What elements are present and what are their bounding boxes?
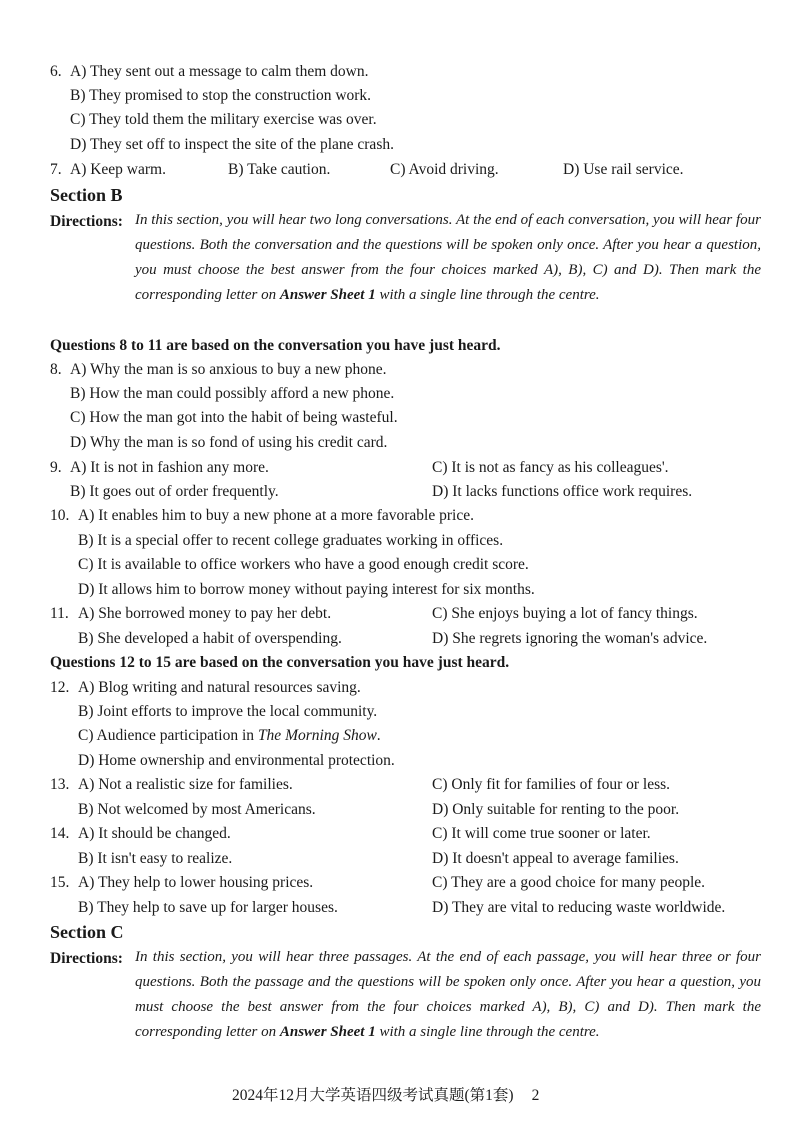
directions-label: Directions: xyxy=(50,950,123,967)
answer-option: B) It is a special offer to recent college graduates working in offices. xyxy=(78,532,504,549)
answer-option: D) Use rail service. xyxy=(563,161,684,178)
answer-option: D) Only suitable for renting to the poor. xyxy=(432,801,680,818)
answer-option: C) It is not as fancy as his colleagues'. xyxy=(432,459,669,476)
question-number: 7. xyxy=(50,161,62,178)
question-number: 6. xyxy=(50,63,62,80)
answer-option: C) It is available to office workers who have a good enough credit score. xyxy=(78,556,529,573)
answer-option: C) How the man got into the habit of being wasteful. xyxy=(70,409,398,426)
answer-option: B) Joint efforts to improve the local community. xyxy=(78,703,378,720)
answer-option: A) It is not in fashion any more. xyxy=(70,459,269,476)
questions-12-15-header: Questions 12 to 15 are based on the conversation you have just heard. xyxy=(50,654,510,671)
show-title: The Morning Show xyxy=(257,727,377,744)
question-number: 14. xyxy=(50,825,70,842)
question-number: 8. xyxy=(50,361,62,378)
answer-option: D) Why the man is so fond of using his credit card. xyxy=(70,434,388,451)
question-number: 13. xyxy=(50,776,70,793)
question-number: 11. xyxy=(50,605,69,622)
answer-sheet-ref: Answer Sheet 1 xyxy=(279,1024,376,1040)
answer-option: C) They are a good choice for many people. xyxy=(432,874,706,891)
question-number: 12. xyxy=(50,679,70,696)
question-number: 9. xyxy=(50,459,62,476)
answer-option: A) Why the man is so anxious to buy a new phone. xyxy=(70,361,387,378)
answer-option: C) They told them the military exercise was over. xyxy=(70,111,377,128)
answer-option: B) They help to save up for larger houses. xyxy=(78,899,338,916)
answer-option: A) It should be changed. xyxy=(78,825,231,842)
answer-option: D) It allows him to borrow money without paying interest for six months. xyxy=(78,581,535,598)
answer-option: A) It enables him to buy a new phone at a more favorable price. xyxy=(78,507,474,524)
answer-option: A) She borrowed money to pay her debt. xyxy=(78,605,332,622)
answer-option: B) Not welcomed by most Americans. xyxy=(78,801,316,818)
section-b-title: Section B xyxy=(50,185,123,205)
answer-option: A) Not a realistic size for families. xyxy=(78,776,293,793)
section-b-directions: In this section, you will hear two long conversations. At the end of each conversation, you will hear four questions. Both the conversation and the questions will be spoken only once. After you hear a question, you must choose the best answer from the four choices marked A), B), C) and D). Then mark the corresponding letter on Answer Sheet 1 with a single line through the centre. xyxy=(135,212,761,303)
answer-option: C) Avoid driving. xyxy=(390,161,499,178)
question-number: 15. xyxy=(50,874,70,891)
answer-option: D) They are vital to reducing waste worldwide. xyxy=(432,899,726,916)
answer-option: B) How the man could possibly afford a new phone. xyxy=(70,385,395,402)
answer-option: D) She regrets ignoring the woman's advice. xyxy=(432,630,708,647)
footer-title: 2024年12月大学英语四级考试真题(第1套) xyxy=(232,1087,514,1104)
answer-option: C) Only fit for families of four or less. xyxy=(432,776,671,793)
answer-option: A) They help to lower housing prices. xyxy=(78,874,314,891)
answer-option: A) Blog writing and natural resources saving. xyxy=(78,679,361,696)
section-c-title: Section C xyxy=(50,922,124,942)
answer-option: D) It doesn't appeal to average families. xyxy=(432,850,679,867)
answer-option: B) It goes out of order frequently. xyxy=(70,483,279,500)
page-number: 2 xyxy=(531,1087,540,1104)
answer-option: D) It lacks functions office work requires. xyxy=(432,483,693,500)
section-c-directions: In this section, you will hear three passages. At the end of each passage, you will hear three or four questions. Both the passage and the questions will be spoken only once. After you hear a question, you must choose the best answer from the four choices marked A), B), C) and D). Then mark the corresponding letter on Answer Sheet 1 with a single line through the centre. xyxy=(135,949,761,1040)
answer-option: A) Keep warm. xyxy=(70,161,166,178)
questions-8-11-header: Questions 8 to 11 are based on the conversation you have just heard. xyxy=(50,337,501,354)
answer-option: D) They set off to inspect the site of the plane crash. xyxy=(70,136,394,153)
answer-option: A) They sent out a message to calm them down. xyxy=(70,63,369,80)
answer-option: B) They promised to stop the construction work. xyxy=(70,87,372,104)
answer-option: C) Audience participation in The Morning Show. xyxy=(78,727,381,744)
answer-option: C) It will come true sooner or later. xyxy=(432,825,651,842)
answer-option: D) Home ownership and environmental protection. xyxy=(78,752,395,769)
answer-option: B) It isn't easy to realize. xyxy=(78,850,233,867)
directions-label: Directions: xyxy=(50,213,123,230)
question-number: 10. xyxy=(50,507,70,524)
answer-option: B) Take caution. xyxy=(228,161,331,178)
page-footer xyxy=(232,1086,539,1106)
answer-option: C) She enjoys buying a lot of fancy things. xyxy=(432,605,698,622)
answer-option: B) She developed a habit of overspending. xyxy=(78,630,342,647)
answer-sheet-ref: Answer Sheet 1 xyxy=(279,287,376,303)
